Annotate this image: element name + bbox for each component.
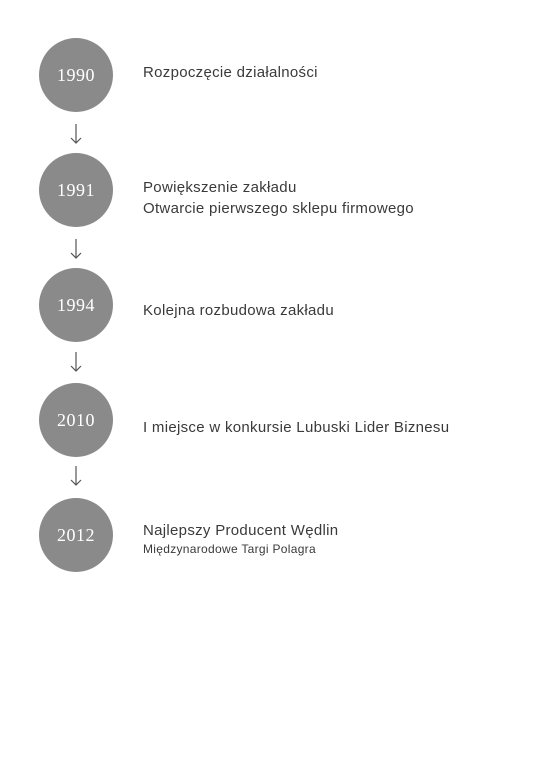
year-label: 1994 (57, 294, 95, 315)
year-label: 1991 (57, 179, 95, 200)
down-arrow-icon (68, 123, 84, 145)
entry-text: Rozpoczęcie działalności (143, 64, 318, 81)
entry-text: I miejsce w konkursie Lubuski Lider Biznesu (143, 419, 450, 436)
down-arrow-icon (68, 351, 84, 373)
entry-text: Powiększenie zakładu (143, 179, 297, 196)
timeline-entry-1990 (0, 38, 544, 114)
down-arrow-icon (68, 238, 84, 260)
entry-description (143, 177, 414, 219)
entry-description (143, 417, 449, 438)
entry-description (143, 520, 338, 557)
entry-text: Kolejna rozbudowa zakładu (143, 302, 334, 319)
timeline-entry-2010 (0, 383, 544, 459)
year-label: 2010 (57, 409, 95, 430)
timeline-entry-2012 (0, 498, 544, 574)
year-badge (39, 268, 113, 342)
entry-text: Otwarcie pierwszego sklepu firmowego (143, 200, 414, 217)
entry-description (143, 300, 334, 321)
entry-description (143, 62, 318, 83)
timeline-entry-1994 (0, 268, 544, 344)
year-badge (39, 153, 113, 227)
year-label: 2012 (57, 524, 95, 545)
year-badge (39, 383, 113, 457)
year-badge (39, 498, 113, 572)
timeline-entry-1991 (0, 153, 544, 229)
down-arrow-icon (68, 465, 84, 487)
entry-text: Najlepszy Producent Wędlin (143, 522, 339, 539)
year-label: 1990 (57, 64, 95, 85)
entry-subtext: Międzynarodowe Targi Polagra (143, 542, 316, 556)
year-badge (39, 38, 113, 112)
